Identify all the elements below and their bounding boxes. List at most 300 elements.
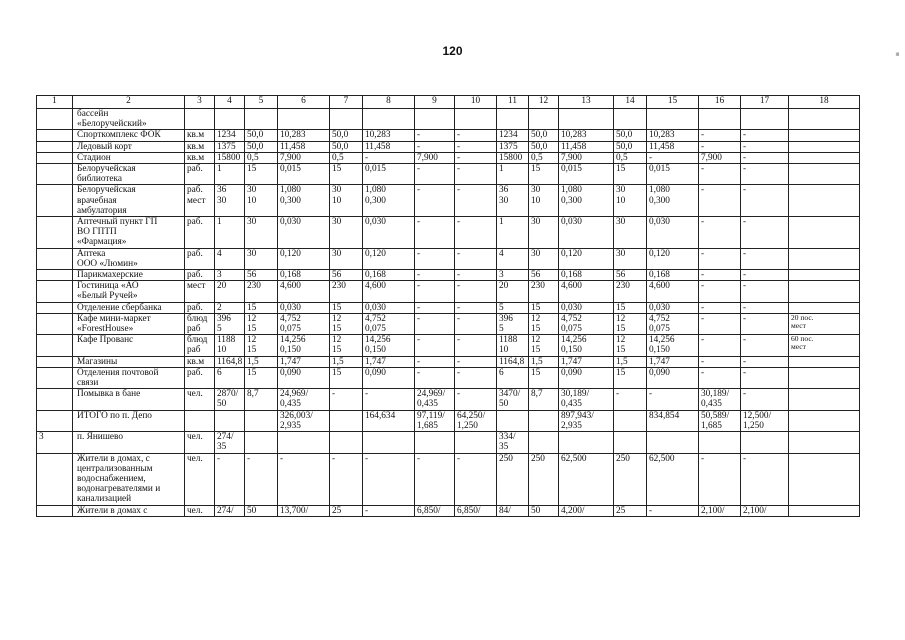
table-cell: 50,0 — [245, 130, 278, 141]
row-name-cell: Гостиница «АО «Белый Ручей» — [73, 281, 185, 302]
table-cell: 0,090 — [363, 367, 415, 388]
table-cell — [37, 270, 73, 281]
table-row — [37, 281, 860, 302]
table-cell: 250 — [614, 453, 647, 505]
table-row — [37, 302, 860, 313]
table-cell — [37, 248, 73, 269]
table-cell: 50,0 — [245, 141, 278, 152]
table-cell — [789, 248, 860, 269]
table-cell: 1,080 0,300 — [278, 185, 330, 217]
row-name-cell: Кафе Прованс — [73, 335, 185, 356]
column-number-cell: 12 — [529, 96, 559, 109]
table-cell — [789, 130, 860, 141]
table-cell: 50,0 — [614, 130, 647, 141]
table-cell: 6 — [215, 367, 245, 388]
table-cell: 0,015 — [559, 164, 614, 185]
table-cell: 1,747 — [363, 356, 415, 367]
table-cell — [559, 432, 614, 453]
column-number-cell: 11 — [497, 96, 529, 109]
table-cell: 4,752 0,075 — [647, 313, 699, 334]
table-cell: 15 — [245, 367, 278, 388]
table-cell: 8,7 — [529, 389, 559, 410]
table-row — [37, 248, 860, 269]
table-cell: - — [699, 141, 741, 152]
table-cell: 12 15 — [529, 335, 559, 356]
table-cell: 1,747 — [559, 356, 614, 367]
table-cell — [789, 109, 860, 130]
row-name-cell: п. Янишево — [73, 432, 185, 453]
table-cell — [559, 109, 614, 130]
table-cell — [455, 432, 497, 453]
table-cell: - — [455, 302, 497, 313]
table-cell: 30 — [529, 217, 559, 249]
table-cell: 30 10 — [614, 185, 647, 217]
table-cell — [37, 152, 73, 163]
table-cell — [789, 410, 860, 431]
table-cell: 10,283 — [363, 130, 415, 141]
table-cell: 62,500 — [559, 453, 614, 505]
table-cell — [789, 367, 860, 388]
table-cell — [37, 367, 73, 388]
table-cell: 1,5 — [330, 356, 363, 367]
row-name-cell: Магазины — [73, 356, 185, 367]
table-cell: 12 15 — [330, 335, 363, 356]
table-cell: 12 15 — [245, 313, 278, 334]
table-cell — [497, 410, 529, 431]
table-cell: - — [647, 152, 699, 163]
table-cell: 15 — [330, 302, 363, 313]
table-cell: 30 — [330, 248, 363, 269]
table-cell: 12,500/ 1,250 — [741, 410, 789, 431]
table-cell: 30 — [614, 217, 647, 249]
table-cell: 0,030 — [363, 217, 415, 249]
table-cell: кв.м — [185, 130, 215, 141]
table-row — [37, 270, 860, 281]
table-row — [37, 505, 860, 516]
table-row — [37, 389, 860, 410]
table-cell: 230 — [529, 281, 559, 302]
table-cell: чел. — [185, 453, 215, 505]
row-name-cell: Отделения почтовой связи — [73, 367, 185, 388]
row-name-cell: Стадион — [73, 152, 185, 163]
table-cell: - — [699, 130, 741, 141]
table-cell: - — [415, 141, 455, 152]
table-cell — [215, 109, 245, 130]
column-number-cell: 8 — [363, 96, 415, 109]
table-cell: 5 — [497, 302, 529, 313]
table-cell: 1,5 — [245, 356, 278, 367]
table-cell: 0,168 — [647, 270, 699, 281]
table-cell: - — [415, 356, 455, 367]
table-cell: 0,168 — [559, 270, 614, 281]
table-cell: 1,080 0,300 — [559, 185, 614, 217]
table-cell: 1234 — [497, 130, 529, 141]
table-cell — [37, 410, 73, 431]
table-cell — [789, 141, 860, 152]
data-table — [36, 95, 860, 517]
table-cell: 30 10 — [330, 185, 363, 217]
column-number-cell: 2 — [73, 96, 185, 109]
table-cell: - — [699, 270, 741, 281]
row-name-cell: Парикмахерские — [73, 270, 185, 281]
row-name-cell: Аптека ООО «Люмин» — [73, 248, 185, 269]
table-cell: 30 — [330, 217, 363, 249]
table-cell: - — [647, 505, 699, 516]
table-cell: 326,003/ 2,935 — [278, 410, 330, 431]
table-cell: - — [455, 152, 497, 163]
table-cell — [789, 432, 860, 453]
table-cell: 1,747 — [278, 356, 330, 367]
table-cell: 1,5 — [614, 356, 647, 367]
table-cell: 0,030 — [559, 217, 614, 249]
table-cell: - — [699, 248, 741, 269]
table-cell: 50 — [529, 505, 559, 516]
table-cell: 4,200/ — [559, 505, 614, 516]
table-row — [37, 410, 860, 431]
table-cell: 97,119/ 1,685 — [415, 410, 455, 431]
table-cell: 1,080 0,300 — [363, 185, 415, 217]
table-cell: 15 — [529, 367, 559, 388]
table-cell: 1 — [215, 217, 245, 249]
table-cell: 164,634 — [363, 410, 415, 431]
table-cell: 14,256 0,150 — [559, 335, 614, 356]
table-cell: 12 15 — [614, 313, 647, 334]
table-cell: - — [741, 367, 789, 388]
table-cell: 3 — [215, 270, 245, 281]
table-cell: 30 10 — [529, 185, 559, 217]
table-cell: 15 — [529, 302, 559, 313]
table-cell: 15800 — [215, 152, 245, 163]
table-cell — [37, 505, 73, 516]
table-cell: - — [455, 356, 497, 367]
table-cell: 14,256 0,150 — [647, 335, 699, 356]
table-cell — [789, 453, 860, 505]
table-cell: раб. — [185, 367, 215, 388]
table-cell: - — [699, 185, 741, 217]
table-cell: 20 — [215, 281, 245, 302]
table-cell: 10,283 — [559, 130, 614, 141]
table-cell: 50,0 — [330, 130, 363, 141]
table-cell: 0,090 — [559, 367, 614, 388]
table-cell: 0,015 — [363, 164, 415, 185]
table-cell: 12 15 — [529, 313, 559, 334]
table-cell: 12 15 — [245, 335, 278, 356]
table-cell — [37, 389, 73, 410]
table-cell: - — [699, 313, 741, 334]
table-cell — [529, 109, 559, 130]
table-row — [37, 217, 860, 249]
table-cell: - — [741, 453, 789, 505]
table-cell: - — [455, 281, 497, 302]
table-cell: - — [415, 367, 455, 388]
table-cell: - — [415, 313, 455, 334]
table-cell — [614, 410, 647, 431]
table-cell: чел. — [185, 505, 215, 516]
table-cell — [415, 109, 455, 130]
table-cell — [789, 389, 860, 410]
table-cell: 1,5 — [529, 356, 559, 367]
table-cell: 2,100/ — [741, 505, 789, 516]
table-cell: - — [699, 217, 741, 249]
table-cell: - — [741, 270, 789, 281]
table-cell: 0,030 — [647, 217, 699, 249]
table-cell — [330, 410, 363, 431]
table-cell: 30 — [614, 248, 647, 269]
table-cell: чел. — [185, 432, 215, 453]
table-cell: - — [415, 453, 455, 505]
table-row — [37, 141, 860, 152]
table-cell — [363, 432, 415, 453]
table-cell: 0,120 — [278, 248, 330, 269]
table-cell: 30 — [529, 248, 559, 269]
table-cell: 56 — [245, 270, 278, 281]
table-cell — [37, 335, 73, 356]
table-cell: 0,030 — [278, 302, 330, 313]
table-cell: блюд раб — [185, 313, 215, 334]
table-cell — [185, 410, 215, 431]
table-cell: 4,600 — [278, 281, 330, 302]
table-cell: 4,752 0,075 — [278, 313, 330, 334]
table-cell: 4,600 — [647, 281, 699, 302]
table-cell: - — [330, 389, 363, 410]
table-cell: 60 пос. мест — [789, 335, 860, 356]
table-cell — [330, 109, 363, 130]
table-cell: 0,120 — [647, 248, 699, 269]
table-cell — [37, 185, 73, 217]
table-cell: - — [278, 453, 330, 505]
table-cell: 15 — [330, 164, 363, 185]
table-cell: 250 — [497, 453, 529, 505]
table-cell: - — [455, 185, 497, 217]
table-cell: 3 — [37, 432, 73, 453]
row-name-cell: Жители в домах с — [73, 505, 185, 516]
table-cell: мест — [185, 281, 215, 302]
table-cell: 1 — [497, 164, 529, 185]
table-cell: 30 10 — [245, 185, 278, 217]
table-cell: 0,5 — [245, 152, 278, 163]
table-cell — [245, 410, 278, 431]
column-number-cell: 4 — [215, 96, 245, 109]
table-cell: 56 — [330, 270, 363, 281]
table-cell: раб. — [185, 248, 215, 269]
table-cell: 1 — [215, 164, 245, 185]
table-row — [37, 367, 860, 388]
table-cell — [37, 281, 73, 302]
table-cell: - — [647, 389, 699, 410]
table-cell: 1 — [497, 217, 529, 249]
table-cell — [245, 432, 278, 453]
table-body — [37, 96, 860, 517]
table-cell: - — [455, 453, 497, 505]
table-cell: 0,5 — [614, 152, 647, 163]
table-cell: раб. — [185, 217, 215, 249]
table-cell — [363, 109, 415, 130]
table-cell: 24,969/ 0,435 — [278, 389, 330, 410]
table-cell: - — [455, 367, 497, 388]
table-cell: 334/ 35 — [497, 432, 529, 453]
table-cell — [278, 109, 330, 130]
table-cell: 1188 10 — [215, 335, 245, 356]
table-cell: 0,015 — [647, 164, 699, 185]
table-cell: 50 — [245, 505, 278, 516]
column-number-cell: 17 — [741, 96, 789, 109]
table-cell: 12 15 — [614, 335, 647, 356]
table-cell: 1,747 — [647, 356, 699, 367]
table-cell: - — [741, 302, 789, 313]
table-cell — [699, 109, 741, 130]
table-cell — [37, 141, 73, 152]
row-name-cell: Кафе мини-маркет «ForestHouse» — [73, 313, 185, 334]
table-row — [37, 130, 860, 141]
table-cell: 0,090 — [278, 367, 330, 388]
table-cell: 30 — [245, 248, 278, 269]
table-cell — [455, 109, 497, 130]
table-cell — [789, 270, 860, 281]
table-cell: 10,283 — [647, 130, 699, 141]
row-name-cell: Ледовый корт — [73, 141, 185, 152]
table-cell: 0,030 — [278, 217, 330, 249]
table-cell: 62,500 — [647, 453, 699, 505]
table-cell: 4 — [215, 248, 245, 269]
table-cell: - — [415, 302, 455, 313]
table-cell: 14,256 0,150 — [278, 335, 330, 356]
table-cell: 20 пос. мест — [789, 313, 860, 334]
table-cell: 274/ 35 — [215, 432, 245, 453]
table-cell: 7,900 — [559, 152, 614, 163]
table-cell: 230 — [245, 281, 278, 302]
table-cell: - — [363, 505, 415, 516]
table-cell: - — [415, 130, 455, 141]
table-cell: 0,090 — [647, 367, 699, 388]
table-cell: 230 — [614, 281, 647, 302]
table-cell: 7,900 — [278, 152, 330, 163]
table-cell: 50,0 — [529, 141, 559, 152]
table-cell: 12 15 — [330, 313, 363, 334]
table-cell — [614, 432, 647, 453]
table-cell: 0,030 — [647, 302, 699, 313]
table-cell: - — [741, 356, 789, 367]
table-cell: 50,589/ 1,685 — [699, 410, 741, 431]
table-cell: - — [699, 356, 741, 367]
table-row — [37, 109, 860, 130]
table-cell: - — [699, 281, 741, 302]
table-cell: - — [415, 164, 455, 185]
table-cell: 11,458 — [647, 141, 699, 152]
table-cell — [647, 109, 699, 130]
table-cell: - — [741, 185, 789, 217]
row-name-cell: Помывка в бане — [73, 389, 185, 410]
table-cell: 14,256 0,150 — [363, 335, 415, 356]
table-cell: кв.м — [185, 141, 215, 152]
table-cell — [741, 432, 789, 453]
column-number-cell: 18 — [789, 96, 860, 109]
table-cell: 24,969/ 0,435 — [415, 389, 455, 410]
column-number-cell: 1 — [37, 96, 73, 109]
table-cell: 897,943/ 2,935 — [559, 410, 614, 431]
table-cell: 0,030 — [363, 302, 415, 313]
table-row — [37, 152, 860, 163]
table-cell: - — [741, 152, 789, 163]
table-cell: 4 — [497, 248, 529, 269]
table-cell: 15 — [529, 164, 559, 185]
column-number-cell: 6 — [278, 96, 330, 109]
table-cell: 25 — [330, 505, 363, 516]
table-cell: раб. — [185, 164, 215, 185]
table-cell: - — [455, 270, 497, 281]
row-name-cell: Спорткомплекс ФОК — [73, 130, 185, 141]
table-cell — [647, 432, 699, 453]
table-cell: 11,458 — [278, 141, 330, 152]
table-cell: - — [455, 217, 497, 249]
table-cell: - — [455, 164, 497, 185]
table-cell: - — [363, 389, 415, 410]
column-number-cell: 13 — [559, 96, 614, 109]
table-cell: - — [363, 453, 415, 505]
table-cell: - — [455, 389, 497, 410]
table-cell: - — [455, 130, 497, 141]
table-cell — [278, 432, 330, 453]
table-cell: 15 — [614, 367, 647, 388]
table-cell: 1375 — [497, 141, 529, 152]
table-cell: - — [614, 389, 647, 410]
table-cell: - — [415, 217, 455, 249]
table-cell — [185, 109, 215, 130]
table-cell — [699, 432, 741, 453]
table-cell — [215, 410, 245, 431]
table-cell: 1164,8 — [497, 356, 529, 367]
table-cell — [330, 432, 363, 453]
row-name-cell: Жители в домах, с централизованным водоснабжением, водонагревателями и канализацией — [73, 453, 185, 505]
table-cell: 4,752 0,075 — [559, 313, 614, 334]
page-number: 120 — [442, 44, 463, 58]
table-cell — [37, 356, 73, 367]
table-cell: 396 5 — [215, 313, 245, 334]
table-cell: 15800 — [497, 152, 529, 163]
table-cell: 0,015 — [278, 164, 330, 185]
table-cell: 1,080 0,300 — [647, 185, 699, 217]
table-cell: 396 5 — [497, 313, 529, 334]
table-cell: 84/ — [497, 505, 529, 516]
table-cell: 2870/ 50 — [215, 389, 245, 410]
table-cell: 15 — [330, 367, 363, 388]
table-cell: 15 — [614, 164, 647, 185]
table-cell: 250 — [529, 453, 559, 505]
column-number-cell: 10 — [455, 96, 497, 109]
table-cell: - — [415, 248, 455, 269]
table-cell: 0,168 — [278, 270, 330, 281]
table-cell: раб. мест — [185, 185, 215, 217]
table-cell: чел. — [185, 389, 215, 410]
table-row — [37, 313, 860, 334]
table-cell: 6,850/ — [455, 505, 497, 516]
table-cell: 20 — [497, 281, 529, 302]
table-cell: 0,5 — [330, 152, 363, 163]
table-cell — [415, 432, 455, 453]
table-cell: 4,752 0,075 — [363, 313, 415, 334]
table-cell: - — [455, 335, 497, 356]
table-cell: 15 — [245, 302, 278, 313]
table-cell: - — [741, 141, 789, 152]
table-cell: - — [415, 335, 455, 356]
table-cell: 56 — [614, 270, 647, 281]
column-number-cell: 14 — [614, 96, 647, 109]
table-cell: - — [699, 453, 741, 505]
row-name-cell: Белоручейская библиотека — [73, 164, 185, 185]
table-cell: 30,189/ 0,435 — [559, 389, 614, 410]
table-row — [37, 185, 860, 217]
table-cell: 8,7 — [245, 389, 278, 410]
table-cell — [789, 356, 860, 367]
